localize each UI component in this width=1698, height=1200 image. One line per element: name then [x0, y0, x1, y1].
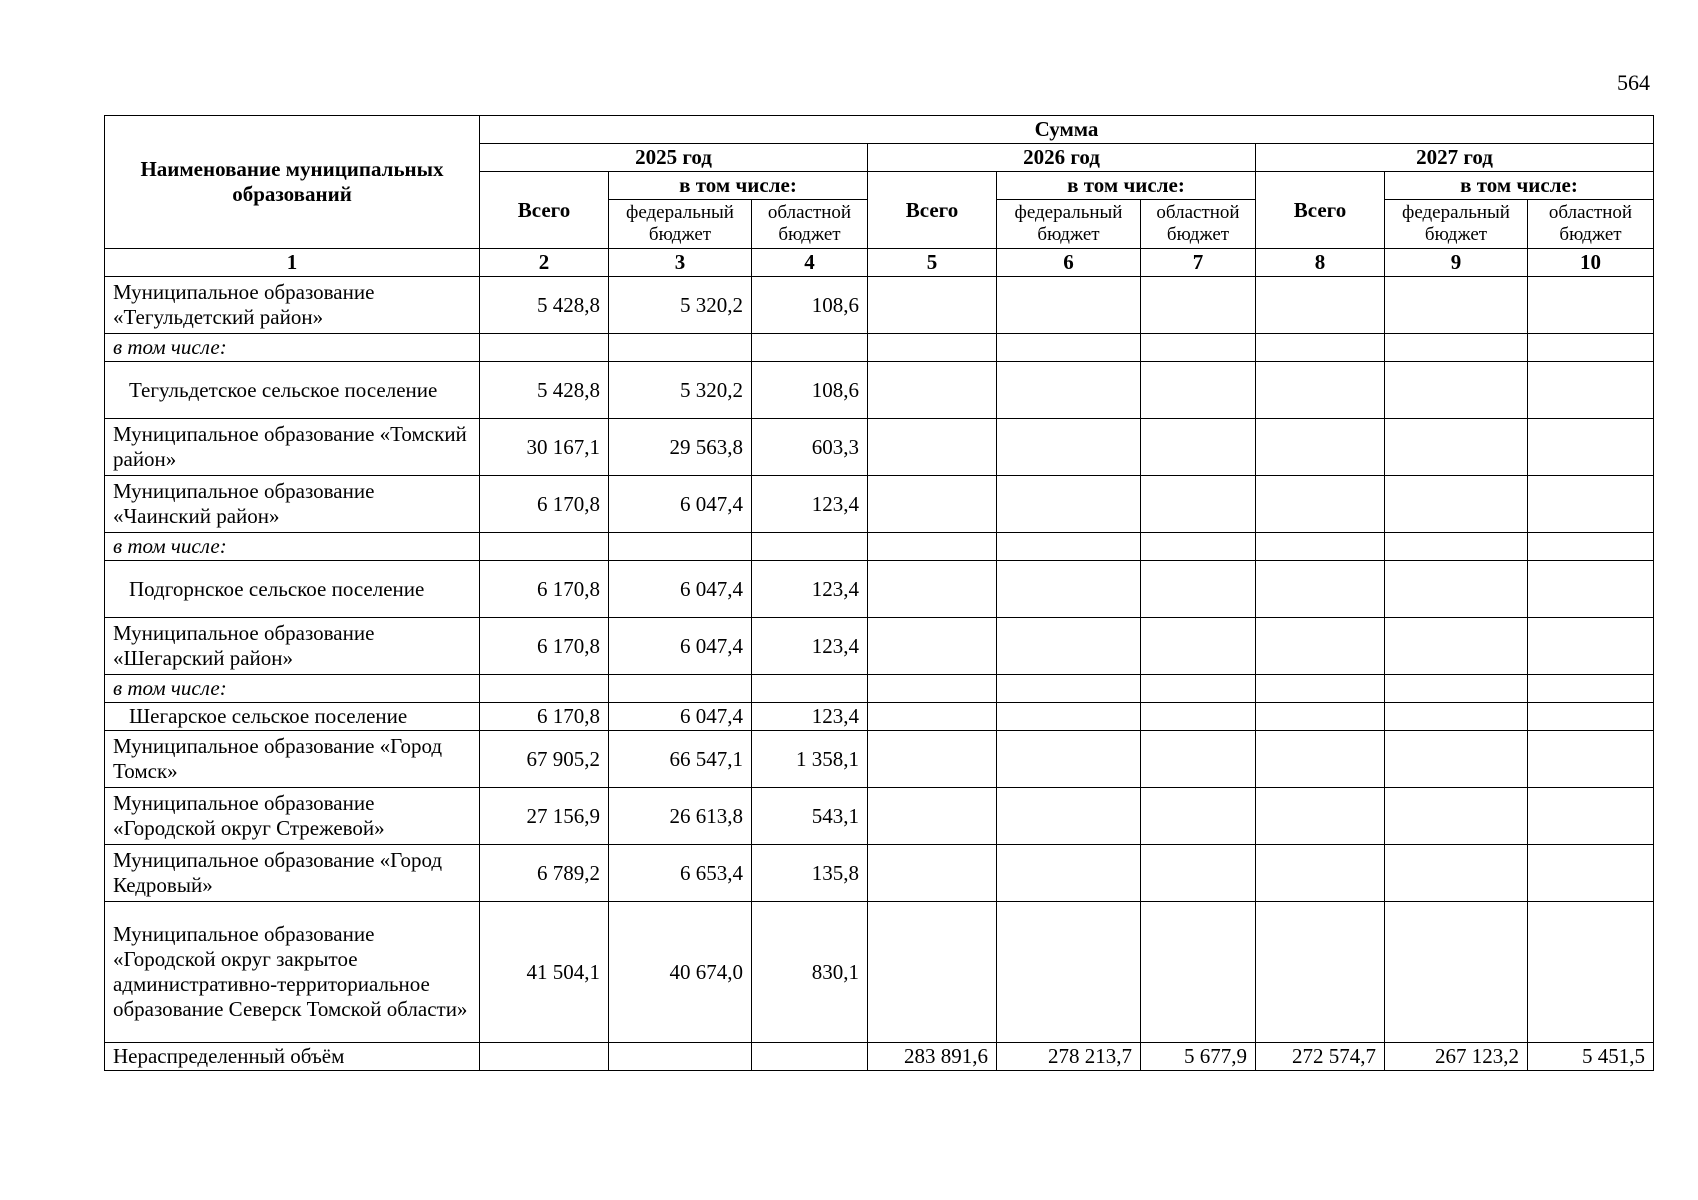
value-cell — [1528, 788, 1654, 845]
header-federal-2025: федеральный бюджет — [609, 200, 752, 249]
value-cell: 6 170,8 — [480, 703, 609, 731]
value-cell — [1256, 334, 1385, 362]
table-row — [105, 788, 1654, 845]
value-cell — [997, 731, 1141, 788]
value-cell — [1385, 334, 1528, 362]
value-cell — [1528, 334, 1654, 362]
municipality-name-cell: Муниципальное образование «Город Томск» — [105, 731, 480, 788]
header-federal-2026: федеральный бюджет — [997, 200, 1141, 249]
value-cell — [1385, 675, 1528, 703]
column-number: 6 — [997, 249, 1141, 277]
value-cell: 5 428,8 — [480, 277, 609, 334]
value-cell: 41 504,1 — [480, 902, 609, 1043]
value-cell: 5 320,2 — [609, 362, 752, 419]
header-including-2027: в том числе: — [1385, 172, 1654, 200]
value-cell — [1256, 675, 1385, 703]
value-cell — [609, 334, 752, 362]
header-regional-2026: областной бюджет — [1141, 200, 1256, 249]
value-cell: 6 789,2 — [480, 845, 609, 902]
value-cell — [1528, 476, 1654, 533]
value-cell: 5 428,8 — [480, 362, 609, 419]
value-cell — [1141, 476, 1256, 533]
value-cell — [997, 419, 1141, 476]
value-cell: 603,3 — [752, 419, 868, 476]
value-cell: 30 167,1 — [480, 419, 609, 476]
value-cell — [868, 902, 997, 1043]
value-cell — [1256, 277, 1385, 334]
value-cell: 67 905,2 — [480, 731, 609, 788]
value-cell — [752, 1043, 868, 1071]
value-cell — [1385, 277, 1528, 334]
value-cell — [480, 533, 609, 561]
header-including-2025: в том числе: — [609, 172, 868, 200]
value-cell — [1528, 419, 1654, 476]
value-cell: 6 170,8 — [480, 561, 609, 618]
value-cell — [1385, 731, 1528, 788]
column-number: 7 — [1141, 249, 1256, 277]
column-number: 1 — [105, 249, 480, 277]
value-cell — [868, 533, 997, 561]
value-cell — [1141, 703, 1256, 731]
value-cell: 123,4 — [752, 476, 868, 533]
value-cell — [1141, 731, 1256, 788]
value-cell: 5 451,5 — [1528, 1043, 1654, 1071]
value-cell — [1141, 675, 1256, 703]
value-cell — [1528, 902, 1654, 1043]
value-cell: 66 547,1 — [609, 731, 752, 788]
value-cell — [1141, 277, 1256, 334]
value-cell: 6 047,4 — [609, 476, 752, 533]
value-cell — [868, 788, 997, 845]
value-cell — [1256, 902, 1385, 1043]
value-cell — [1141, 533, 1256, 561]
value-cell — [997, 618, 1141, 675]
municipality-name-cell: Муниципальное образование «Тегульдетский район» — [105, 277, 480, 334]
value-cell: 278 213,7 — [997, 1043, 1141, 1071]
value-cell — [609, 675, 752, 703]
value-cell — [752, 533, 868, 561]
municipality-name-cell: Муниципальное образование «Томский район» — [105, 419, 480, 476]
value-cell: 543,1 — [752, 788, 868, 845]
municipality-name-cell: Тегульдетское сельское поселение — [105, 362, 480, 419]
table-row — [105, 533, 1654, 561]
municipality-name-cell: Муниципальное образование «Городской округ Стрежевой» — [105, 788, 480, 845]
value-cell — [1141, 618, 1256, 675]
column-number: 9 — [1385, 249, 1528, 277]
value-cell — [1385, 703, 1528, 731]
municipality-name-cell: в том числе: — [105, 533, 480, 561]
value-cell — [868, 618, 997, 675]
header-total-2026: Всего — [868, 172, 997, 249]
value-cell: 1 358,1 — [752, 731, 868, 788]
header-regional-2027: областной бюджет — [1528, 200, 1654, 249]
value-cell: 123,4 — [752, 618, 868, 675]
value-cell: 123,4 — [752, 703, 868, 731]
municipality-name-cell: Муниципальное образование «Город Кедровый» — [105, 845, 480, 902]
value-cell: 5 677,9 — [1141, 1043, 1256, 1071]
value-cell: 135,8 — [752, 845, 868, 902]
value-cell — [1141, 788, 1256, 845]
table-row — [105, 731, 1654, 788]
value-cell — [1141, 362, 1256, 419]
page-number: 564 — [1617, 70, 1650, 95]
value-cell — [1385, 618, 1528, 675]
value-cell — [752, 334, 868, 362]
value-cell — [997, 902, 1141, 1043]
column-number: 3 — [609, 249, 752, 277]
value-cell: 27 156,9 — [480, 788, 609, 845]
value-cell — [997, 561, 1141, 618]
value-cell: 123,4 — [752, 561, 868, 618]
municipality-name-cell: в том числе: — [105, 334, 480, 362]
value-cell — [1528, 731, 1654, 788]
value-cell — [1141, 419, 1256, 476]
value-cell: 108,6 — [752, 277, 868, 334]
value-cell — [1528, 845, 1654, 902]
value-cell — [1256, 788, 1385, 845]
municipality-name-cell: Подгорнское сельское поселение — [105, 561, 480, 618]
value-cell — [1385, 362, 1528, 419]
value-cell — [609, 1043, 752, 1071]
value-cell: 6 047,4 — [609, 561, 752, 618]
value-cell — [1528, 533, 1654, 561]
column-number: 4 — [752, 249, 868, 277]
value-cell — [1256, 845, 1385, 902]
header-year-2026: 2026 год — [868, 144, 1256, 172]
value-cell — [1141, 845, 1256, 902]
value-cell — [997, 476, 1141, 533]
value-cell — [1256, 703, 1385, 731]
value-cell — [997, 277, 1141, 334]
header-regional-2025: областной бюджет — [752, 200, 868, 249]
value-cell — [868, 362, 997, 419]
value-cell — [868, 703, 997, 731]
column-number: 2 — [480, 249, 609, 277]
header-year-2025: 2025 год — [480, 144, 868, 172]
table-row — [105, 703, 1654, 731]
column-number: 10 — [1528, 249, 1654, 277]
table-row — [105, 334, 1654, 362]
municipality-name-cell: Муниципальное образование «Шегарский район» — [105, 618, 480, 675]
value-cell — [480, 1043, 609, 1071]
value-cell — [997, 533, 1141, 561]
value-cell — [868, 675, 997, 703]
value-cell — [868, 419, 997, 476]
municipality-name-cell: Шегарское сельское поселение — [105, 703, 480, 731]
value-cell: 40 674,0 — [609, 902, 752, 1043]
value-cell: 830,1 — [752, 902, 868, 1043]
municipality-name-cell: Муниципальное образование «Городской округ закрытое административно-территориальное образование Северск Томской области» — [105, 902, 480, 1043]
table-row — [105, 845, 1654, 902]
value-cell — [1141, 561, 1256, 618]
value-cell — [997, 334, 1141, 362]
value-cell: 6 047,4 — [609, 703, 752, 731]
header-sum: Сумма — [480, 116, 1654, 144]
value-cell — [1528, 618, 1654, 675]
value-cell — [1256, 419, 1385, 476]
column-number: 8 — [1256, 249, 1385, 277]
header-federal-2027: федеральный бюджет — [1385, 200, 1528, 249]
value-cell: 26 613,8 — [609, 788, 752, 845]
header-total-2027: Всего — [1256, 172, 1385, 249]
value-cell — [1385, 419, 1528, 476]
value-cell — [1528, 362, 1654, 419]
value-cell — [868, 277, 997, 334]
value-cell — [997, 675, 1141, 703]
table-row — [105, 618, 1654, 675]
column-number: 5 — [868, 249, 997, 277]
value-cell — [868, 845, 997, 902]
value-cell: 6 653,4 — [609, 845, 752, 902]
table-row — [105, 277, 1654, 334]
value-cell — [997, 845, 1141, 902]
value-cell: 267 123,2 — [1385, 1043, 1528, 1071]
value-cell — [997, 703, 1141, 731]
value-cell — [1256, 533, 1385, 561]
value-cell — [1256, 561, 1385, 618]
header-total-2025: Всего — [480, 172, 609, 249]
value-cell — [997, 362, 1141, 419]
value-cell — [1528, 703, 1654, 731]
value-cell — [868, 476, 997, 533]
table-row — [105, 362, 1654, 419]
value-cell — [1141, 902, 1256, 1043]
value-cell: 6 170,8 — [480, 476, 609, 533]
value-cell: 6 047,4 — [609, 618, 752, 675]
value-cell — [480, 675, 609, 703]
value-cell — [1141, 334, 1256, 362]
value-cell — [1256, 476, 1385, 533]
value-cell — [752, 675, 868, 703]
table-row — [105, 1043, 1654, 1071]
value-cell — [1385, 902, 1528, 1043]
table-row — [105, 902, 1654, 1043]
table-row — [105, 561, 1654, 618]
value-cell — [868, 334, 997, 362]
budget-table — [104, 115, 1654, 1071]
value-cell: 283 891,6 — [868, 1043, 997, 1071]
column-numbers-row — [105, 249, 1654, 277]
header-including-2026: в том числе: — [997, 172, 1256, 200]
header-year-2027: 2027 год — [1256, 144, 1654, 172]
header-municipality-name: Наименование муниципальных образований — [105, 116, 480, 249]
table-row — [105, 476, 1654, 533]
value-cell — [480, 334, 609, 362]
value-cell — [868, 731, 997, 788]
value-cell: 29 563,8 — [609, 419, 752, 476]
table-row — [105, 675, 1654, 703]
value-cell — [868, 561, 997, 618]
value-cell: 108,6 — [752, 362, 868, 419]
table-row — [105, 419, 1654, 476]
value-cell — [609, 533, 752, 561]
value-cell — [997, 788, 1141, 845]
value-cell — [1256, 362, 1385, 419]
municipality-name-cell: Нераспределенный объём — [105, 1043, 480, 1071]
value-cell — [1256, 618, 1385, 675]
value-cell — [1528, 561, 1654, 618]
value-cell — [1256, 731, 1385, 788]
value-cell: 272 574,7 — [1256, 1043, 1385, 1071]
value-cell — [1528, 277, 1654, 334]
value-cell — [1385, 476, 1528, 533]
value-cell — [1528, 675, 1654, 703]
value-cell — [1385, 845, 1528, 902]
municipality-name-cell: Муниципальное образование «Чаинский район» — [105, 476, 480, 533]
value-cell: 6 170,8 — [480, 618, 609, 675]
value-cell — [1385, 788, 1528, 845]
value-cell — [1385, 561, 1528, 618]
value-cell — [1385, 533, 1528, 561]
value-cell: 5 320,2 — [609, 277, 752, 334]
municipality-name-cell: в том числе: — [105, 675, 480, 703]
